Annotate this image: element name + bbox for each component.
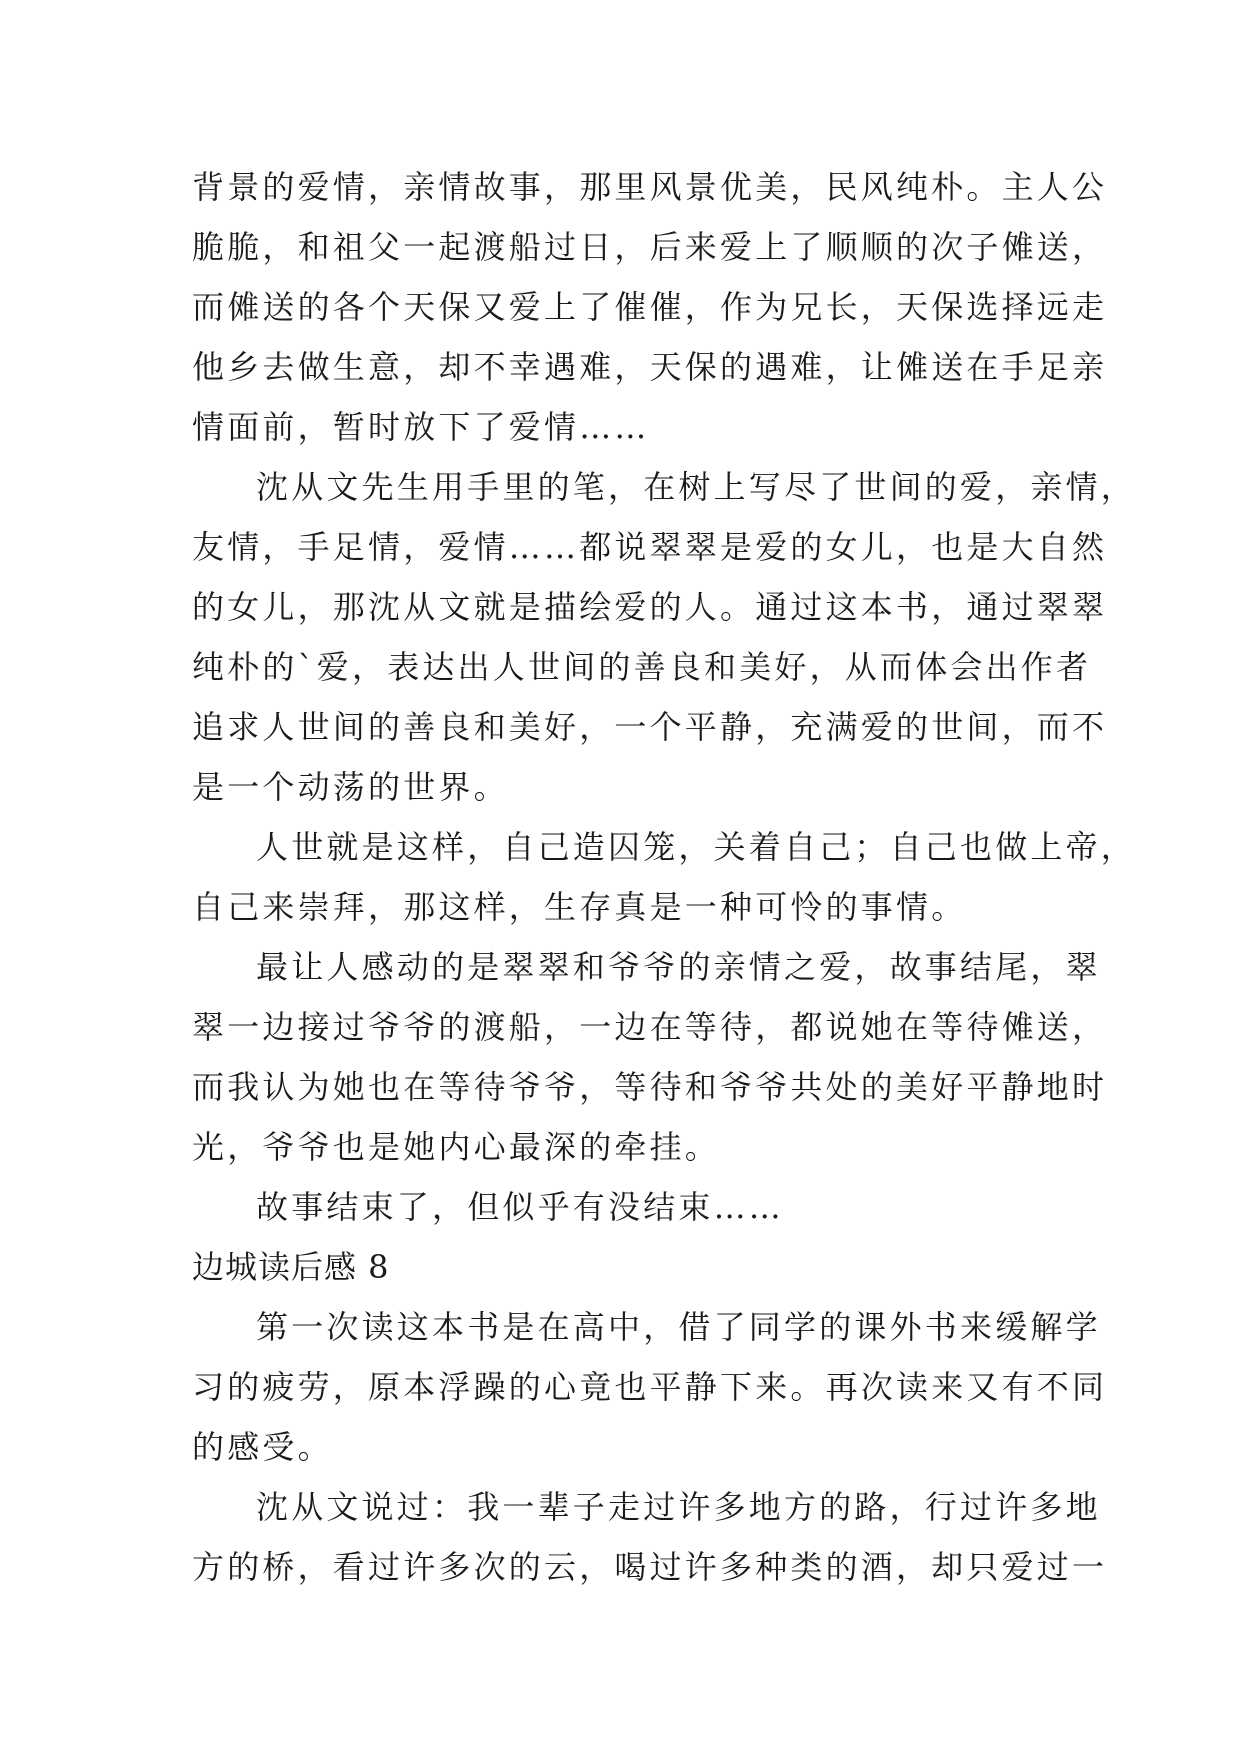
text-line: 脆脆，和祖父一起渡船过日，后来爱上了顺顺的次子傩送， — [192, 228, 1108, 266]
text-line: 习的疲劳，原本浮躁的心竟也平静下来。再次读来又有不同 — [192, 1368, 1108, 1406]
text-line: 翠一边接过爷爷的渡船，一边在等待，都说她在等待傩送， — [192, 1008, 1108, 1046]
text-line: 追求人世间的善良和美好，一个平静，充满爱的世间，而不 — [192, 708, 1108, 746]
text-line: 纯朴的`爱，表达出人世间的善良和美好，从而体会出作者 — [192, 648, 1092, 686]
text-line: 光，爷爷也是她内心最深的牵挂。 — [192, 1128, 721, 1166]
text-line: 自己来崇拜，那这样，生存真是一种可怜的事情。 — [192, 888, 967, 926]
text-line: 是一个动荡的世界。 — [192, 768, 509, 806]
text-line: 的感受。 — [192, 1428, 333, 1466]
text-line: 的女儿，那沈从文就是描绘爱的人。通过这本书，通过翠翠 — [192, 588, 1108, 626]
paragraph-first-line: 沈从文说过：我一辈子走过许多地方的路，行过许多地 — [256, 1488, 1101, 1526]
paragraph-first-line: 人世就是这样，自己造囚笼，关着自己；自己也做上帝， — [256, 828, 1137, 866]
text-line: 方的桥，看过许多次的云，喝过许多种类的酒，却只爱过一 — [192, 1548, 1108, 1586]
paragraph-first-line: 最让人感动的是翠翠和爷爷的亲情之爱，故事结尾，翠 — [256, 948, 1101, 986]
document-body — [192, 157, 1137, 1597]
text-line: 而傩送的各个天保又爱上了催催，作为兄长，天保选择远走 — [192, 288, 1108, 326]
text-line: 他乡去做生意，却不幸遇难，天保的遇难，让傩送在手足亲 — [192, 348, 1108, 386]
text-line: 背景的爱情，亲情故事，那里风景优美，民风纯朴。主人公 — [192, 168, 1108, 206]
paragraph-first-line: 故事结束了，但似乎有没结束…… — [256, 1188, 785, 1226]
text-line: 友情，手足情，爱情……都说翠翠是爱的女儿，也是大自然 — [192, 528, 1108, 566]
paragraph-first-line: 第一次读这本书是在高中，借了同学的课外书来缓解学 — [256, 1308, 1101, 1346]
section-heading: 边城读后感 8 — [192, 1248, 390, 1286]
text-line: 而我认为她也在等待爷爷，等待和爷爷共处的美好平静地时 — [192, 1068, 1108, 1106]
paragraph-first-line: 沈从文先生用手里的笔，在树上写尽了世间的爱，亲情， — [256, 468, 1137, 506]
text-line: 情面前，暂时放下了爱情…… — [192, 408, 650, 446]
